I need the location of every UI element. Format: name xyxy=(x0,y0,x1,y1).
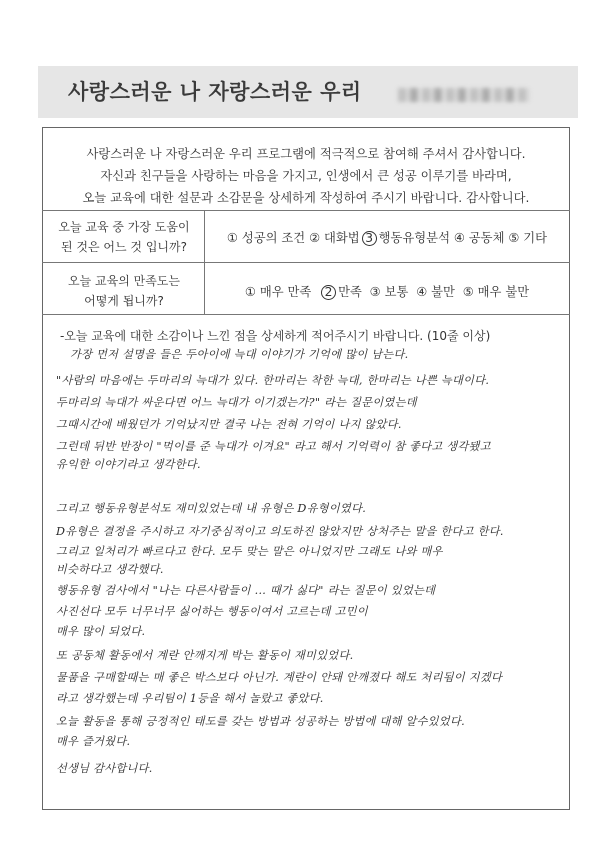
question-1-options[interactable] xyxy=(206,228,568,246)
divider xyxy=(42,262,570,263)
divider xyxy=(42,314,570,315)
option-3[interactable]: ③ 보통 xyxy=(369,285,409,299)
question-1-label: 된 것은 어느 것 입니까? xyxy=(61,240,187,254)
selected-option-mark[interactable]: 2 xyxy=(321,285,336,300)
handwritten-line: 그리고 행동유형분석도 재미있었는데 내 유형은 D유형이였다. xyxy=(56,502,367,515)
option-2[interactable]: ② 대화법 xyxy=(309,231,360,245)
handwritten-line: 그리고 일처리가 빠르다고 한다. 모두 맞는 말은 아니었지만 그래도 나와 매우 xyxy=(56,545,443,558)
handwritten-line: 오늘 활동을 통해 긍정적인 태도를 갖는 방법과 성공하는 방법에 대해 알수있었다. xyxy=(56,715,465,728)
essay-prompt: -오늘 교육에 대한 소감이나 느낀 점을 상세하게 적어주시기 바랍니다. (10줄 이상) xyxy=(60,329,491,343)
option-4[interactable]: ④ 공동체 xyxy=(453,231,505,245)
intro-line-1: 사랑스러운 나 자랑스러운 우리 프로그램에 적극적으로 참여해 주셔서 감사합니다. xyxy=(86,147,526,161)
handwritten-line: 선생님 감사합니다. xyxy=(56,762,153,775)
handwritten-line: 그런데 뒤반 반장이 "먹이를 준 늑대가 이겨요" 라고 해서 기억력이 참 좋다고 생각됐고 xyxy=(56,440,491,453)
handwritten-line: 사진선다 모두 너무너무 싫어하는 행동이여서 고르는데 고민이 xyxy=(56,605,368,618)
handwritten-line: 두마리의 늑대가 싸운다면 어느 늑대가 이기겠는가?" 라는 질문이였는데 xyxy=(56,396,417,409)
handwritten-line: D유형은 결정을 주시하고 자기중심적이고 의도하진 않았지만 상처주는 말을 한다고 한다. xyxy=(56,525,504,538)
option-2[interactable]: 만족 xyxy=(338,285,362,299)
option-5[interactable]: ⑤ 기타 xyxy=(508,231,548,245)
handwritten-line: 그때시간에 배웠던가 기억났지만 결국 나는 전혀 기억이 나지 않았다. xyxy=(56,418,402,431)
handwritten-line: 매우 많이 되었다. xyxy=(56,625,146,638)
question-2-label: 오늘 교육의 만족도는 xyxy=(68,274,180,288)
handwritten-line: 유익한 이야기라고 생각한다. xyxy=(56,458,201,471)
divider xyxy=(42,210,570,211)
handwritten-line: 비슷하다고 생각했다. xyxy=(56,563,164,576)
handwritten-line: 매우 즐거웠다. xyxy=(56,735,131,748)
handwritten-line: 행동유형 검사에서 "나는 다른사람들이 ... 때가 싫다" 라는 질문이 있었는데 xyxy=(56,584,436,597)
option-1[interactable]: ① 매우 만족 xyxy=(244,285,312,299)
page-title: 사랑스러운 나 자랑스러운 우리 xyxy=(68,80,362,104)
intro-line-3: 오늘 교육에 대한 설문과 소감문을 상세하게 작성하여 주시기 바랍니다. 감사합니다. xyxy=(82,191,530,205)
column-divider xyxy=(204,210,205,314)
option-5[interactable]: ⑤ 매우 불만 xyxy=(462,285,530,299)
selected-option-mark[interactable]: 3 xyxy=(362,231,377,246)
question-2-options[interactable] xyxy=(206,282,568,300)
handwritten-line: 물품을 구매할때는 매 좋은 박스보다 아닌가. 계란이 안돼 안깨졌다 해도 처리됨이 지겠다 xyxy=(56,671,503,684)
question-1-label: 오늘 교육 중 가장 도움이 xyxy=(58,220,190,234)
question-2-label: 어떻게 됩니까? xyxy=(84,294,164,308)
redacted-name xyxy=(398,88,530,102)
intro-line-2: 자신과 친구들을 사랑하는 마음을 가지고, 인생에서 큰 성공 이루기를 바라며, xyxy=(100,169,512,183)
handwritten-line: 가장 먼저 설명을 들은 두아이에 늑대 이야기가 기억에 많이 남는다. xyxy=(70,348,409,361)
option-3[interactable]: 행동유형분석 xyxy=(378,231,450,245)
option-4[interactable]: ④ 불만 xyxy=(416,285,455,299)
option-1[interactable]: ① 성공의 조건 xyxy=(226,231,306,245)
handwritten-line: "사람의 마음에는 두마리의 늑대가 있다. 한마리는 착한 늑대, 한마리는 나쁜 늑대이다. xyxy=(56,374,490,387)
handwritten-line: 또 공동체 활동에서 계란 안깨지게 박는 활동이 재미있었다. xyxy=(56,649,354,662)
handwritten-line: 라고 생각했는데 우리팀이 1등을 해서 놀랐고 좋았다. xyxy=(56,692,324,705)
